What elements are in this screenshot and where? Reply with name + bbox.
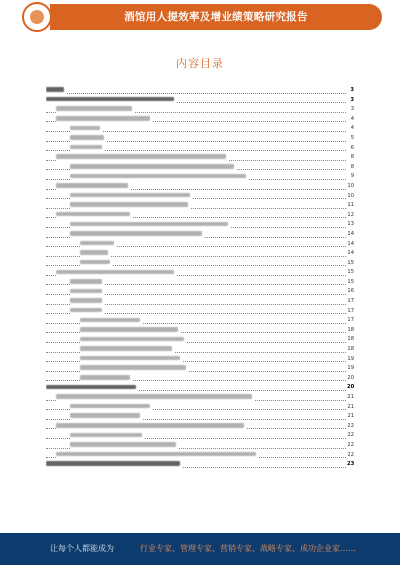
toc-entry[interactable] bbox=[46, 278, 354, 288]
illegible-text-placeholder bbox=[70, 231, 202, 236]
toc-entry[interactable] bbox=[46, 316, 354, 326]
toc-entry[interactable] bbox=[46, 96, 354, 106]
toc-entry[interactable] bbox=[46, 431, 354, 441]
toc-entry[interactable] bbox=[46, 259, 354, 269]
toc-page-number: 18 bbox=[347, 335, 354, 345]
toc-page-number: 16 bbox=[347, 287, 354, 297]
toc-page-number: 3 bbox=[347, 105, 354, 115]
toc-entry-title bbox=[70, 134, 106, 144]
toc-entry-title bbox=[80, 364, 188, 374]
toc-entry[interactable] bbox=[46, 172, 354, 182]
toc-entry[interactable] bbox=[46, 163, 354, 173]
toc-entry-title bbox=[56, 211, 132, 221]
illegible-text-placeholder bbox=[70, 442, 176, 447]
report-header bbox=[0, 0, 400, 36]
toc-entry-title bbox=[70, 192, 192, 202]
toc-entry[interactable] bbox=[46, 249, 354, 259]
toc-page-number: 11 bbox=[347, 201, 354, 211]
toc-entry[interactable] bbox=[46, 287, 354, 297]
toc-page-number: 22 bbox=[347, 451, 354, 461]
illegible-text-placeholder bbox=[70, 193, 190, 198]
toc-page-number: 10 bbox=[347, 182, 354, 192]
toc-entry[interactable] bbox=[46, 144, 354, 154]
toc-page-number: 22 bbox=[347, 431, 354, 441]
toc-entry-title bbox=[80, 355, 182, 365]
toc-entry[interactable] bbox=[46, 201, 354, 211]
toc-entry-title bbox=[56, 451, 258, 461]
toc-dot-leader bbox=[46, 93, 346, 94]
toc-entry[interactable] bbox=[46, 230, 354, 240]
toc-entry[interactable] bbox=[46, 412, 354, 422]
toc-entry-title bbox=[46, 96, 176, 106]
table-of-contents bbox=[46, 86, 354, 470]
toc-entry[interactable] bbox=[46, 211, 354, 221]
toc-entry[interactable] bbox=[46, 422, 354, 432]
toc-page-number: 21 bbox=[347, 393, 354, 403]
illegible-text-placeholder bbox=[80, 346, 172, 351]
toc-entry[interactable] bbox=[46, 326, 354, 336]
illegible-text-placeholder bbox=[70, 145, 102, 150]
toc-entry-title bbox=[80, 326, 180, 336]
toc-entry-title bbox=[70, 441, 178, 451]
report-title: 酒馆用人提效率及增业绩策略研究报告 bbox=[124, 11, 308, 23]
illegible-text-placeholder bbox=[56, 270, 174, 275]
toc-entry[interactable] bbox=[46, 220, 354, 230]
illegible-text-placeholder bbox=[56, 212, 130, 217]
toc-entry-title bbox=[70, 307, 104, 317]
toc-page-number: 20 bbox=[347, 383, 354, 393]
toc-page-number: 14 bbox=[347, 230, 354, 240]
illegible-text-placeholder bbox=[80, 260, 110, 265]
toc-entry[interactable] bbox=[46, 124, 354, 134]
toc-entry[interactable] bbox=[46, 364, 354, 374]
illegible-text-placeholder bbox=[46, 87, 64, 92]
toc-entry-title bbox=[80, 345, 174, 355]
toc-entry[interactable] bbox=[46, 383, 354, 393]
illegible-text-placeholder bbox=[70, 126, 100, 131]
toc-entry[interactable] bbox=[46, 393, 354, 403]
toc-page-number: 8 bbox=[347, 153, 354, 163]
toc-page-number: 22 bbox=[347, 441, 354, 451]
toc-page-number: 21 bbox=[347, 412, 354, 422]
toc-entry[interactable] bbox=[46, 460, 354, 470]
illegible-text-placeholder bbox=[70, 174, 246, 179]
illegible-text-placeholder bbox=[70, 298, 102, 303]
illegible-text-placeholder bbox=[80, 356, 180, 361]
illegible-text-placeholder bbox=[56, 116, 150, 121]
toc-entry[interactable] bbox=[46, 355, 354, 365]
toc-entry-title bbox=[70, 124, 102, 134]
illegible-text-placeholder bbox=[80, 337, 184, 342]
illegible-text-placeholder bbox=[70, 279, 102, 284]
illegible-text-placeholder bbox=[80, 241, 114, 246]
toc-entry-title bbox=[46, 86, 66, 96]
toc-entry-title bbox=[70, 163, 236, 173]
toc-page-number: 3 bbox=[347, 86, 354, 96]
toc-heading: 内容目录 bbox=[176, 57, 224, 70]
toc-entry[interactable] bbox=[46, 403, 354, 413]
toc-page-number: 6 bbox=[347, 144, 354, 154]
toc-page-number: 15 bbox=[347, 259, 354, 269]
illegible-text-placeholder bbox=[70, 135, 104, 140]
illegible-text-placeholder bbox=[56, 106, 132, 111]
toc-page-number: 17 bbox=[347, 297, 354, 307]
illegible-text-placeholder bbox=[56, 394, 252, 399]
illegible-text-placeholder bbox=[70, 202, 188, 207]
illegible-text-placeholder bbox=[46, 385, 136, 390]
toc-entry-title bbox=[70, 412, 142, 422]
toc-page-number: 13 bbox=[347, 220, 354, 230]
illegible-text-placeholder bbox=[56, 423, 244, 428]
illegible-text-placeholder bbox=[80, 375, 130, 380]
toc-page-number: 19 bbox=[347, 364, 354, 374]
toc-entry-title bbox=[80, 240, 116, 250]
toc-entry[interactable] bbox=[46, 153, 354, 163]
toc-page-number: 22 bbox=[347, 422, 354, 432]
toc-page-number: 15 bbox=[347, 278, 354, 288]
footer-slogan: 让每个人都能成为 bbox=[50, 544, 114, 553]
toc-entry[interactable] bbox=[46, 268, 354, 278]
toc-entry-title bbox=[70, 278, 104, 288]
toc-entry[interactable] bbox=[46, 297, 354, 307]
illegible-text-placeholder bbox=[56, 452, 256, 457]
toc-entry-title bbox=[56, 105, 134, 115]
illegible-text-placeholder bbox=[80, 318, 140, 323]
footer-tagline: 行业专家、管理专家、营销专家、战略专家、成功企业家…… bbox=[140, 544, 356, 553]
toc-entry[interactable] bbox=[46, 374, 354, 384]
toc-entry-title bbox=[56, 393, 254, 403]
toc-page-number: 8 bbox=[347, 163, 354, 173]
illegible-text-placeholder bbox=[56, 154, 226, 159]
toc-page-number: 18 bbox=[347, 326, 354, 336]
illegible-text-placeholder bbox=[56, 183, 128, 188]
toc-entry-title bbox=[70, 297, 104, 307]
toc-entry-title bbox=[70, 220, 230, 230]
toc-page-number: 4 bbox=[347, 124, 354, 134]
toc-page-number: 14 bbox=[347, 240, 354, 250]
toc-entry[interactable] bbox=[46, 307, 354, 317]
toc-entry[interactable] bbox=[46, 441, 354, 451]
toc-entry-title bbox=[46, 383, 138, 393]
toc-page-number: 14 bbox=[347, 249, 354, 259]
toc-entry-title bbox=[56, 115, 152, 125]
toc-entry-title bbox=[80, 374, 132, 384]
toc-entry[interactable] bbox=[46, 105, 354, 115]
toc-page-number: 21 bbox=[347, 403, 354, 413]
toc-entry[interactable] bbox=[46, 240, 354, 250]
toc-entry[interactable] bbox=[46, 182, 354, 192]
toc-entry-title bbox=[80, 316, 142, 326]
illegible-text-placeholder bbox=[70, 413, 140, 418]
header-banner bbox=[50, 4, 382, 30]
toc-page-number: 17 bbox=[347, 316, 354, 326]
toc-page-number: 10 bbox=[347, 192, 354, 202]
toc-entry-title bbox=[56, 182, 130, 192]
toc-entry-title bbox=[70, 172, 248, 182]
illegible-text-placeholder bbox=[70, 289, 102, 294]
toc-entry-title bbox=[70, 431, 144, 441]
illegible-text-placeholder bbox=[70, 164, 234, 169]
toc-entry[interactable] bbox=[46, 192, 354, 202]
toc-entry[interactable] bbox=[46, 335, 354, 345]
toc-page-number: 23 bbox=[347, 460, 354, 470]
toc-entry-title bbox=[56, 268, 176, 278]
toc-page-number: 15 bbox=[347, 268, 354, 278]
toc-entry-title bbox=[46, 460, 182, 470]
toc-page-number: 19 bbox=[347, 355, 354, 365]
toc-entry-title bbox=[70, 144, 104, 154]
toc-entry-title bbox=[70, 230, 204, 240]
illegible-text-placeholder bbox=[80, 327, 178, 332]
toc-entry-title bbox=[80, 249, 110, 259]
toc-page-number: 12 bbox=[347, 211, 354, 221]
toc-entry-title bbox=[70, 287, 104, 297]
toc-page-number: 18 bbox=[347, 345, 354, 355]
toc-entry[interactable] bbox=[46, 451, 354, 461]
toc-entry[interactable] bbox=[46, 86, 354, 96]
illegible-text-placeholder bbox=[70, 404, 150, 409]
illegible-text-placeholder bbox=[46, 461, 180, 466]
toc-entry[interactable] bbox=[46, 115, 354, 125]
illegible-text-placeholder bbox=[70, 433, 142, 438]
toc-entry-title bbox=[56, 422, 246, 432]
brand-logo-icon bbox=[22, 2, 52, 32]
toc-page-number: 4 bbox=[347, 115, 354, 125]
toc-page-number: 5 bbox=[347, 134, 354, 144]
toc-page-number: 9 bbox=[347, 172, 354, 182]
toc-entry-title bbox=[56, 153, 228, 163]
illegible-text-placeholder bbox=[70, 308, 102, 313]
toc-page-number: 20 bbox=[347, 374, 354, 384]
toc-entry-title bbox=[70, 403, 152, 413]
toc-entry-title bbox=[80, 335, 186, 345]
toc-page-number: 17 bbox=[347, 307, 354, 317]
illegible-text-placeholder bbox=[80, 365, 186, 370]
toc-entry-title bbox=[70, 201, 190, 211]
illegible-text-placeholder bbox=[70, 222, 228, 227]
toc-entry-title bbox=[80, 259, 112, 269]
illegible-text-placeholder bbox=[46, 97, 174, 102]
toc-entry[interactable] bbox=[46, 345, 354, 355]
footer-banner bbox=[0, 533, 400, 565]
toc-entry[interactable] bbox=[46, 134, 354, 144]
toc-page-number: 3 bbox=[347, 96, 354, 106]
illegible-text-placeholder bbox=[80, 250, 108, 255]
